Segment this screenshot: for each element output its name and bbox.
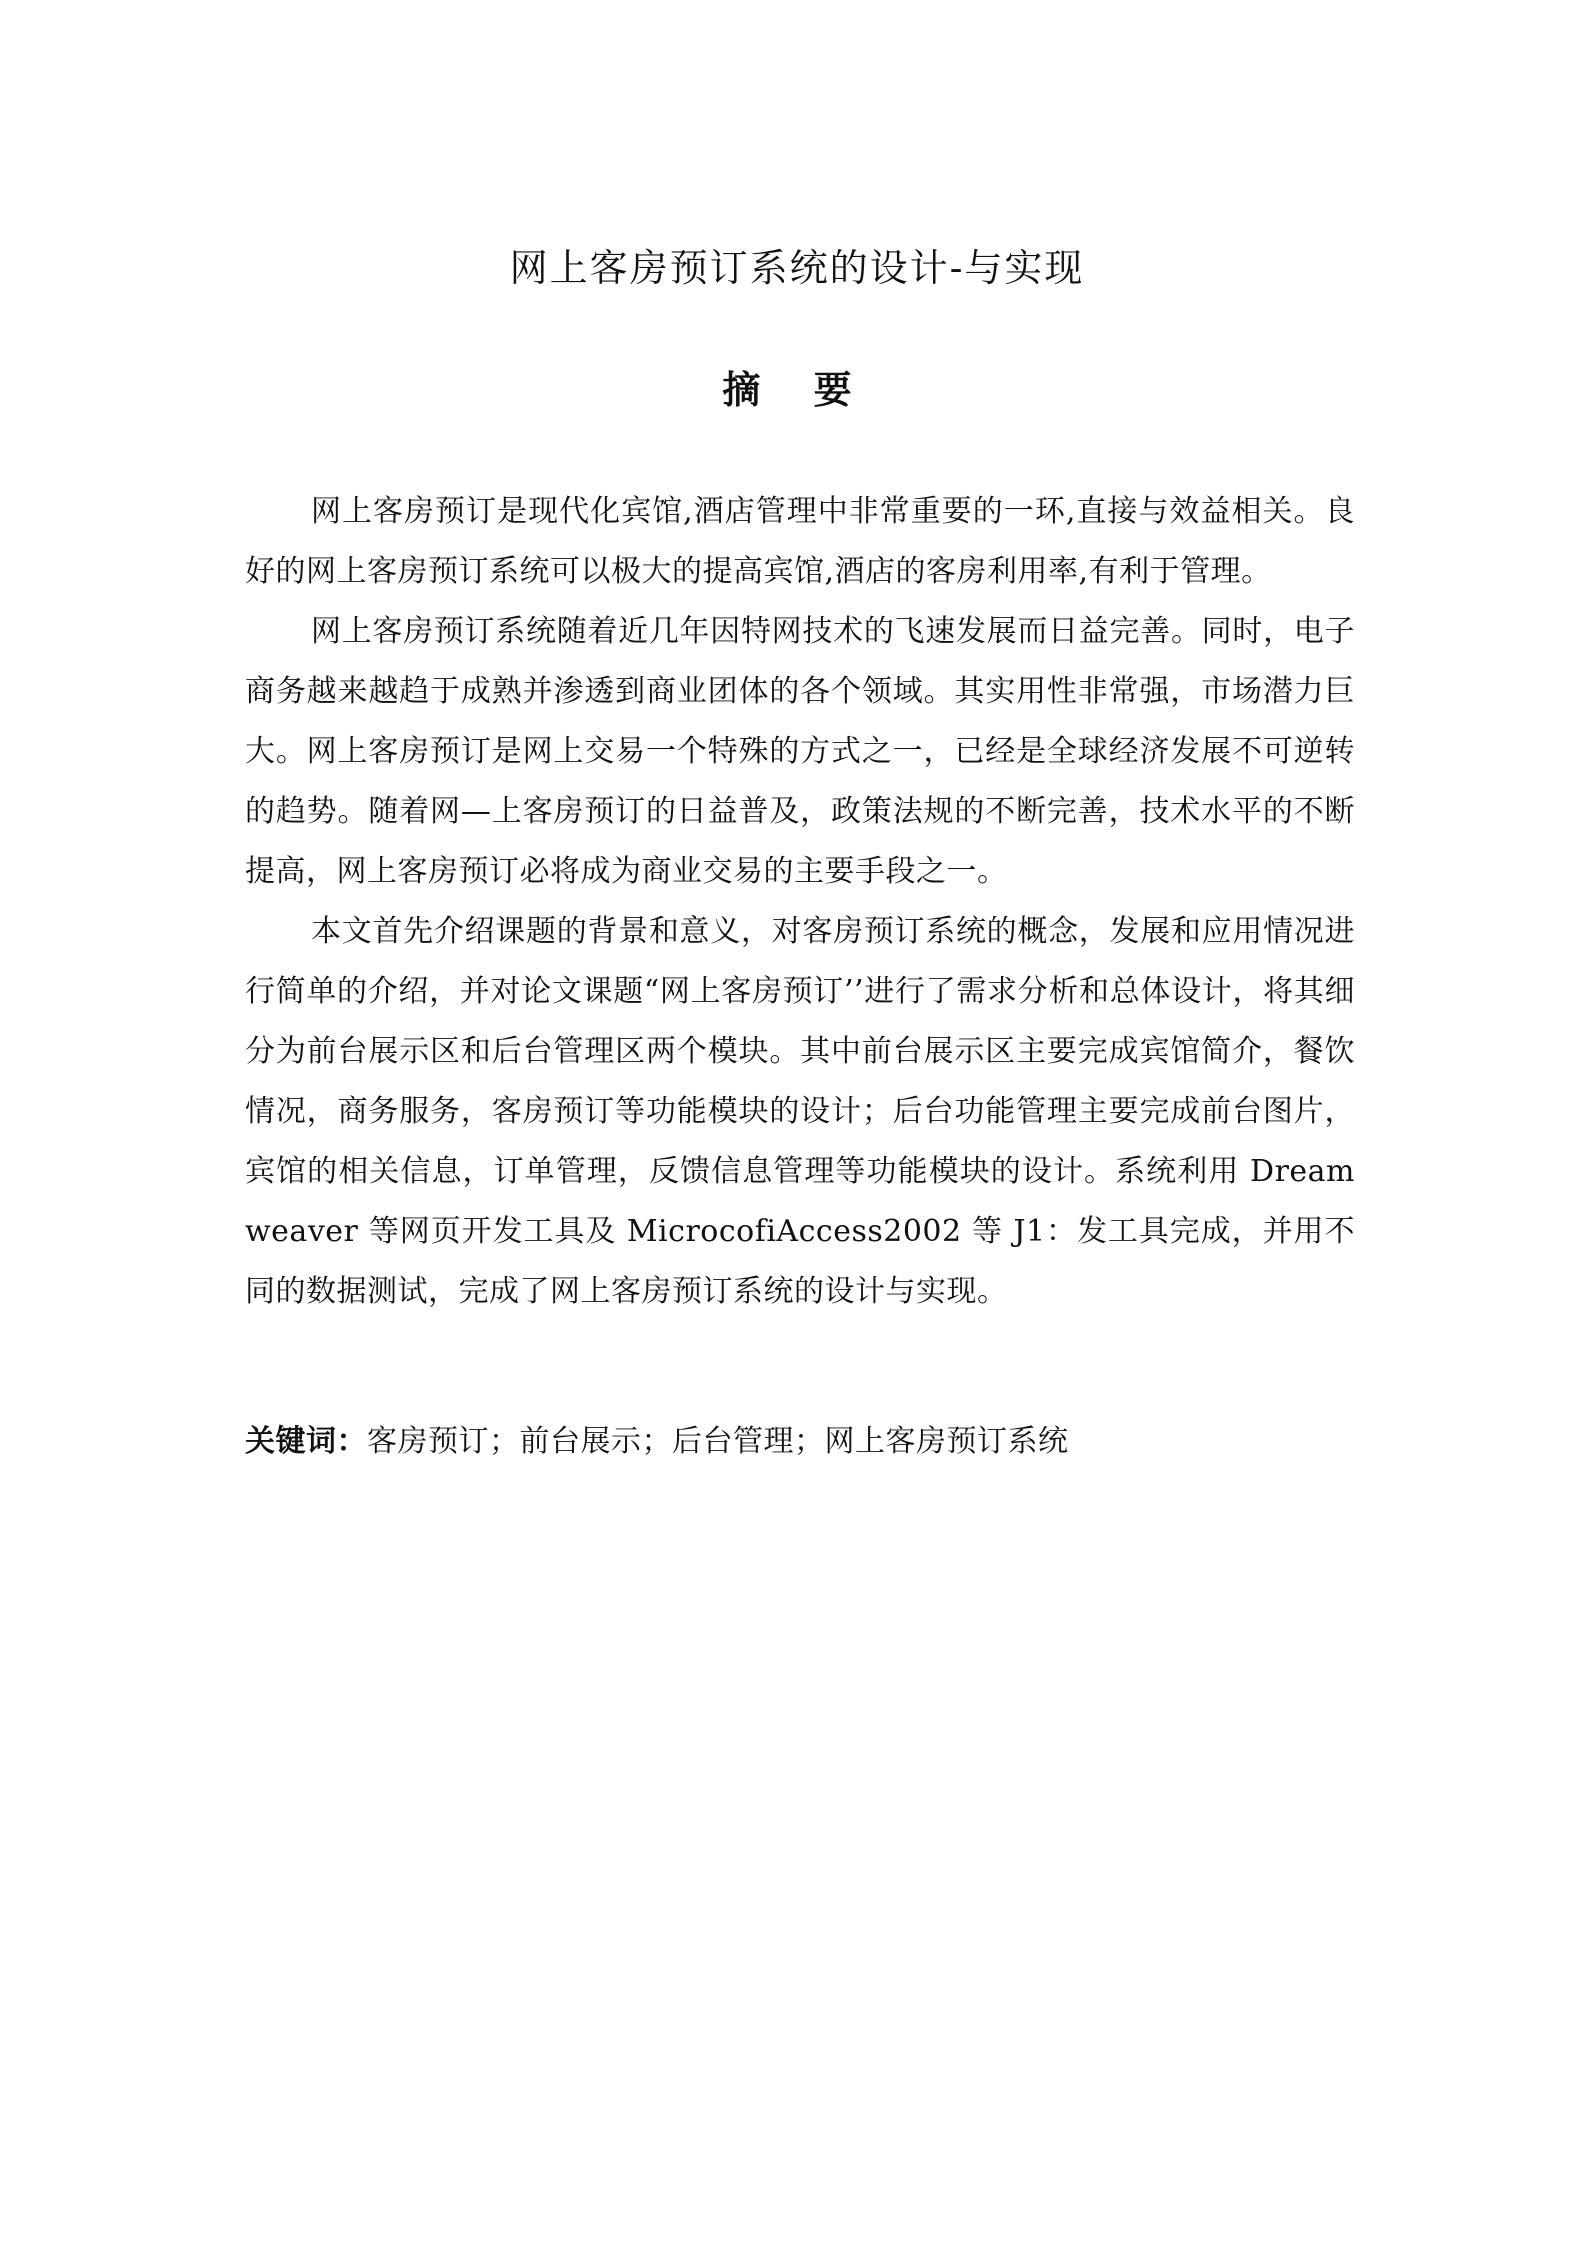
keywords-label: 关键词： bbox=[245, 1424, 367, 1459]
keywords-line bbox=[245, 1412, 1355, 1472]
abstract-paragraph-3: 本文首先介绍课题的背景和意义，对客房预订系统的概念，发展和应用情况进行简单的介绍，并对论文课题“网上客房预订’’进行了需求分析和总体设计，将其细分为前台展示区和后台管理区两个模块。其中前台展示区主要完成宾馆简介，餐饮情况，商务服务，客房预订等功能模块的设计；后台功能管理主要完成前台图片，宾馆的相关信息，订单管理，反馈信息管理等功能模块的设计。系统利用 Dreamweaver 等网页开发工具及 MicrocofiAccess2002 等 J1：发工具完成，并用不同的数据测试，完成了网上客房预订系统的设计与实现。 bbox=[245, 914, 1355, 1309]
abstract-heading: 摘 要 bbox=[722, 368, 872, 412]
keywords-text: 客房预订；前台展示；后台管理；网上客房预订系统 bbox=[367, 1424, 1069, 1459]
abstract-paragraph-2: 网上客房预订系统随着近几年因特网技术的飞速发展而日益完善。同时，电子商务越来越趋于成熟并渗透到商业团体的各个领域。其实用性非常强，市场潜力巨大。网上客房预订是网上交易一个特殊的方式之一，已经是全球经济发展不可逆转的趋势。随着网—上客房预订的日益普及，政策法规的不断完善，技术水平的不断提高，网上客房预订必将成为商业交易的主要手段之一。 bbox=[245, 614, 1355, 889]
abstract-paragraph-1: 网上客房预订是现代化宾馆,酒店管理中非常重要的一环,直接与效益相关。良好的网上客房预订系统可以极大的提高宾馆,酒店的客房利用率,有利于管理。 bbox=[245, 494, 1355, 589]
document-title: 网上客房预订系统的设计-与实现 bbox=[509, 246, 1085, 290]
abstract-body bbox=[245, 482, 1355, 1322]
